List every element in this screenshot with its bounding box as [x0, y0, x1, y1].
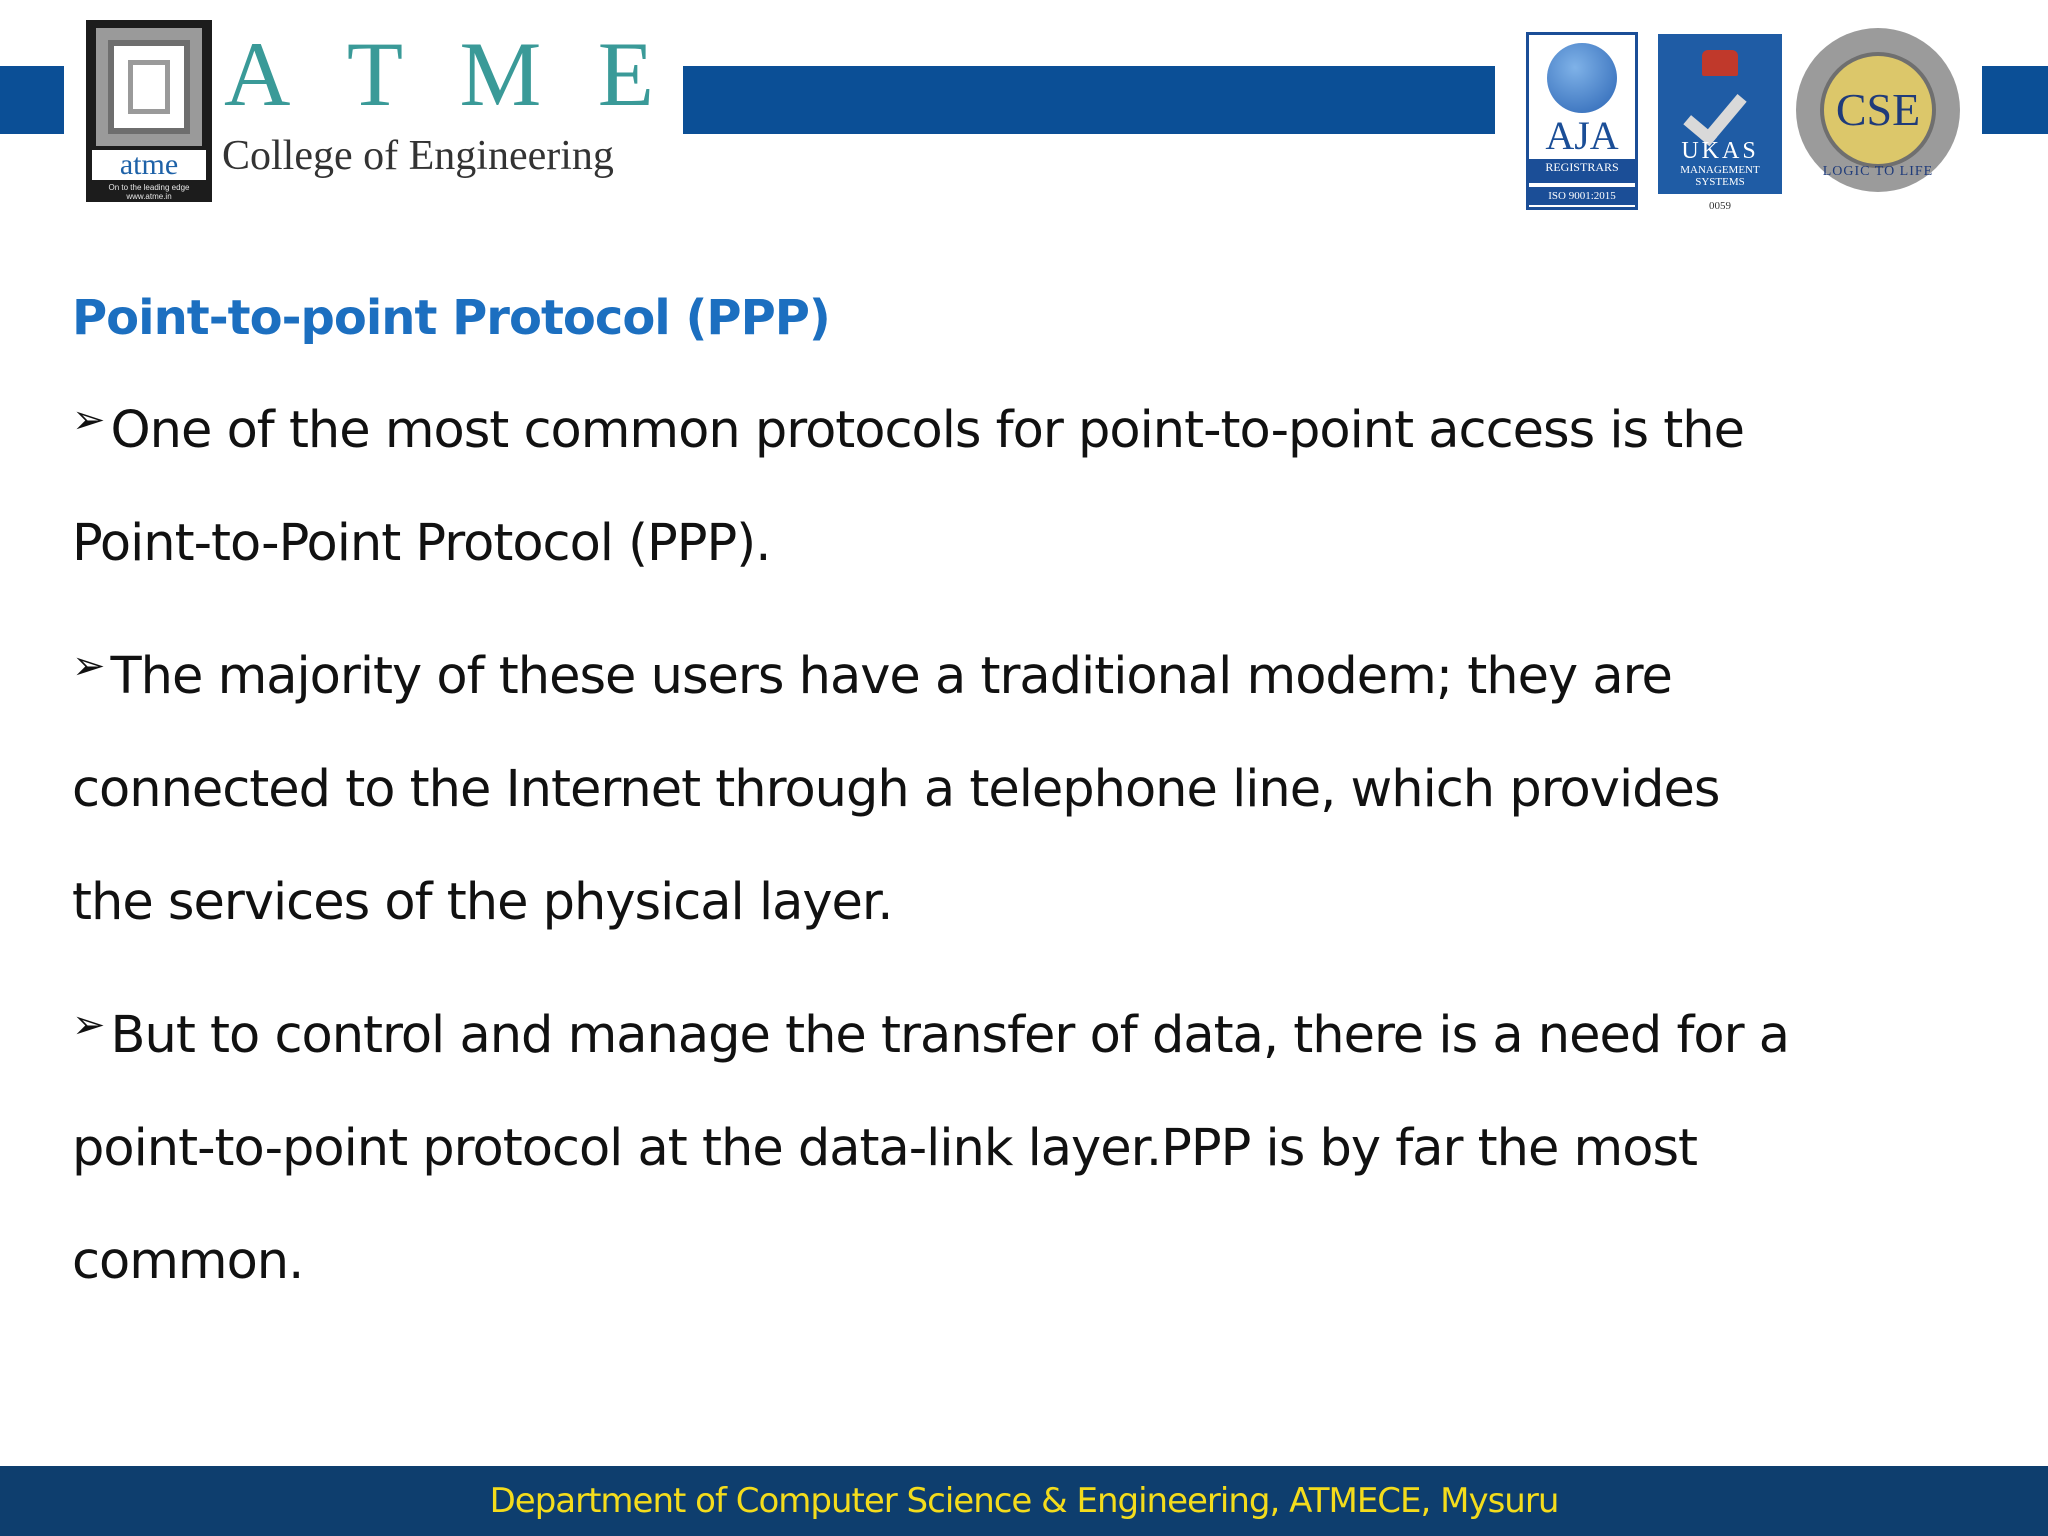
aja-badge-iso: ISO 9001:2015 — [1529, 187, 1635, 205]
bullet-text: common. — [72, 1232, 304, 1291]
ukas-certification-badge — [1658, 34, 1782, 194]
globe-icon — [1547, 43, 1617, 113]
bullet-text: point-to-point protocol at the data-link layer.PPP is by far the most — [72, 1119, 1698, 1178]
ukas-badge-subtitle: MANAGEMENT SYSTEMS — [1680, 164, 1760, 188]
footer-department-text: Department of Computer Science & Engineering, ATMECE, Mysuru — [489, 1481, 1559, 1521]
brand-letter: E — [597, 23, 654, 125]
brand-letter: M — [459, 23, 542, 125]
atme-logo-wordmark: atme — [92, 150, 206, 180]
aja-badge-mark: AJA — [1545, 113, 1619, 158]
checkmark-icon — [1683, 80, 1746, 146]
cse-seal-motto: LOGIC TO LIFE — [1822, 164, 1934, 179]
crown-icon — [1702, 50, 1738, 76]
slide-title: Point-to-point Protocol (PPP) — [72, 290, 830, 346]
bullet-text: One of the most common protocols for point-to-point access is the — [110, 401, 1745, 460]
bullet-item — [72, 610, 1812, 959]
arrow-bullet-icon: ➢ — [72, 397, 105, 443]
arrow-bullet-icon: ➢ — [72, 643, 105, 689]
atme-logo — [86, 20, 212, 202]
bullet-text: But to control and manage the transfer of data, there is a need for a — [110, 1006, 1790, 1065]
bullet-text: connected to the Internet through a telephone line, which provides — [72, 760, 1720, 819]
bullet-item — [72, 364, 1812, 600]
aja-badge-registrars: REGISTRARS — [1529, 159, 1635, 183]
bullet-text: Point-to-Point Protocol (PPP). — [72, 514, 771, 573]
ukas-badge-number: 0059 — [1709, 200, 1731, 212]
arrow-bullet-icon: ➢ — [72, 1002, 105, 1048]
brand-letter: T — [346, 23, 404, 125]
atme-logo-tagline: On to the leading edge www.atme.in — [108, 183, 190, 201]
cse-seal-mark: CSE — [1835, 84, 1921, 135]
bullet-text: The majority of these users have a traditional modem; they are — [110, 647, 1672, 706]
header-band-middle — [683, 66, 1495, 134]
college-subtitle: College of Engineering — [222, 133, 614, 179]
header-band-left — [0, 66, 64, 134]
seal-ring-icon — [1820, 52, 1936, 168]
header-band-right — [1982, 66, 2048, 134]
footer-bar — [0, 1466, 2048, 1536]
atme-logo-frame-icon — [96, 28, 202, 146]
bullet-item — [72, 969, 1812, 1318]
cse-department-seal — [1796, 28, 1960, 192]
slide-content — [72, 364, 1812, 1318]
aja-certification-badge — [1526, 32, 1638, 210]
ukas-badge-mark: UKAS — [1681, 138, 1759, 164]
bullet-text: the services of the physical layer. — [72, 873, 893, 932]
brand-letter: A — [224, 23, 291, 125]
college-brand-name — [224, 23, 654, 125]
